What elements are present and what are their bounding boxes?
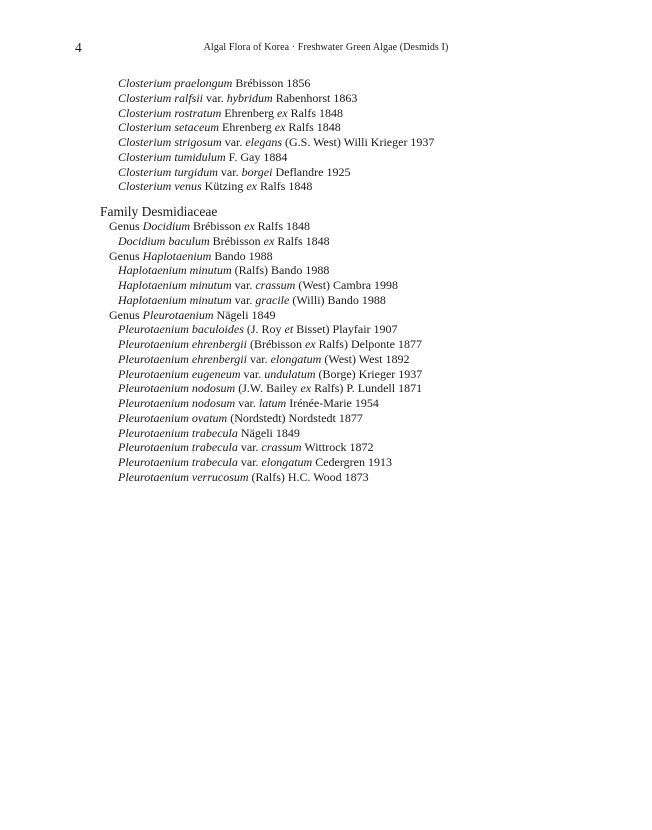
italic-text: Haplotaenium minutum [118,278,232,292]
species-entry [118,234,330,248]
italic-text: latum [258,396,287,410]
text: F. Gay 1884 [225,149,288,164]
italic-text: Pleurotaenium trabecula [118,425,238,440]
text: Brébisson [190,219,244,233]
italic-text: Closterium venus [118,179,202,194]
species-entry [118,135,434,149]
italic-text: Pleurotaenium ehrenbergii [118,351,247,366]
species-entry [118,293,386,307]
text: (G.S. West) Willi Krieger 1937 [282,135,435,149]
text: var. [231,278,256,292]
text: var. [217,164,242,179]
italic-text: Closterium setaceum [118,120,219,135]
italic-text: Closterium praelongum [118,76,233,90]
text: Cedergren 1913 [312,455,392,469]
italic-text: borgei [241,164,273,179]
text: (J.W. Bailey [235,381,301,396]
italic-text: Closterium strigosum [118,135,222,149]
text: var. [246,351,271,366]
text: Ralfs 1848 [254,219,310,233]
text: Ralfs 1848 [274,233,330,248]
italic-text: ex [244,219,255,233]
text: Ralfs 1848 [285,120,341,135]
italic-text: Pleurotaenium ehrenbergii [118,337,247,351]
italic-text: ex [274,120,286,135]
italic-text: elongatum [261,455,313,469]
species-entry [118,179,312,193]
text: Family Desmidiaceae [100,204,218,219]
italic-text: Haplotaenium [142,248,212,263]
italic-text: Pleurotaenium trabecula [118,455,238,469]
text: Wittrock 1872 [301,440,374,455]
text: Brébisson [209,233,264,248]
species-entry [118,396,379,410]
species-entry [118,91,357,105]
text: Genus [109,307,143,322]
italic-text: Closterium turgidum [118,164,218,179]
italic-text: Closterium rostratum [118,105,222,120]
text: (Nordstedt) Nordstedt 1877 [227,410,363,425]
italic-text: crassum [261,440,302,455]
text: var. [221,135,246,149]
italic-text: Pleurotaenium baculoides [118,322,244,337]
species-entry [118,381,422,395]
species-entry [118,352,410,366]
text: Genus [109,248,143,263]
text: Ralfs 1848 [257,179,313,194]
text: (J. Roy [243,322,285,337]
italic-text: elegans [245,135,283,149]
species-entry [118,120,341,134]
species-entry [118,367,422,381]
italic-text: Haplotaenium minutum [118,292,232,307]
italic-text: Closterium tumidulum [118,149,226,164]
genus-entry [109,219,310,233]
page-header [0,40,652,60]
text: var. [235,396,259,410]
species-entry [118,470,369,484]
species-entry [118,440,374,454]
family-entry [100,204,217,220]
species-entry [118,411,363,425]
text: Bisset) Playfair 1907 [293,322,398,337]
text: Rabenhorst 1863 [272,90,358,105]
text: var. [240,366,265,381]
species-entry [118,106,343,120]
species-entry [118,76,310,90]
text: Irénée-Marie 1954 [286,396,379,410]
species-entry [118,165,350,179]
italic-text: Closterium ralfsii [118,90,204,105]
text: Nägeli 1849 [213,307,276,322]
italic-text: undulatum [264,366,316,381]
text: (West) Cambra 1998 [295,278,399,292]
italic-text: et [284,322,294,337]
text: Brébisson 1856 [232,76,311,90]
text: (Brébisson [246,337,305,351]
text: Deflandre 1925 [272,164,351,179]
text: Ralfs) P. Lundell 1871 [311,381,423,396]
genus-entry [109,249,273,263]
text: (Ralfs) Bando 1988 [231,263,330,278]
text: Ehrenberg [221,105,278,120]
italic-text: gracile [255,292,290,307]
text: Ehrenberg [219,120,275,135]
italic-text: hybridum [226,90,273,105]
text: Ralfs 1848 [287,105,344,120]
italic-text: Pleurotaenium nodosum [118,381,236,396]
genus-entry [109,308,276,322]
species-entry [118,263,329,277]
text: Bando 1988 [211,248,273,263]
italic-text: ex [246,179,257,194]
species-entry [118,337,422,351]
text: (Willi) Bando 1988 [289,292,386,307]
species-entry [118,278,398,292]
text: (Ralfs) H.C. Wood 1873 [248,469,369,484]
italic-text: Pleurotaenium [142,307,214,322]
italic-text: Haplotaenium minutum [118,263,232,278]
text: var. [237,440,262,455]
text: Genus [109,219,143,233]
text: var. [203,90,227,105]
italic-text: ex [263,233,275,248]
page-number: 4 [75,40,82,55]
species-entry [118,455,392,469]
species-entry [118,150,287,164]
text: Kützing [201,179,247,194]
text: var. [237,455,262,469]
italic-text: Pleurotaenium verrucosum [118,469,249,484]
running-title: Algal Flora of Korea · Freshwater Green Algae (Desmids I) [203,42,449,53]
species-entry [118,426,300,440]
text: var. [231,292,256,307]
italic-text: ex [277,105,288,120]
italic-text: elongatum [270,351,322,366]
italic-text: Docidium baculum [118,233,210,248]
italic-text: Pleurotaenium nodosum [118,396,236,410]
text: Nägeli 1849 [237,425,300,440]
italic-text: Pleurotaenium trabecula [118,440,238,455]
italic-text: Docidium [142,219,190,233]
italic-text: ex [300,381,312,396]
italic-text: ex [304,337,316,351]
text: Ralfs) Delponte 1877 [315,337,422,351]
italic-text: crassum [255,278,296,292]
italic-text: Pleurotaenium eugeneum [118,366,241,381]
italic-text: Pleurotaenium ovatum [118,410,228,425]
text: (West) West 1892 [321,351,410,366]
species-entry [118,322,398,336]
text: (Borge) Krieger 1937 [315,366,423,381]
